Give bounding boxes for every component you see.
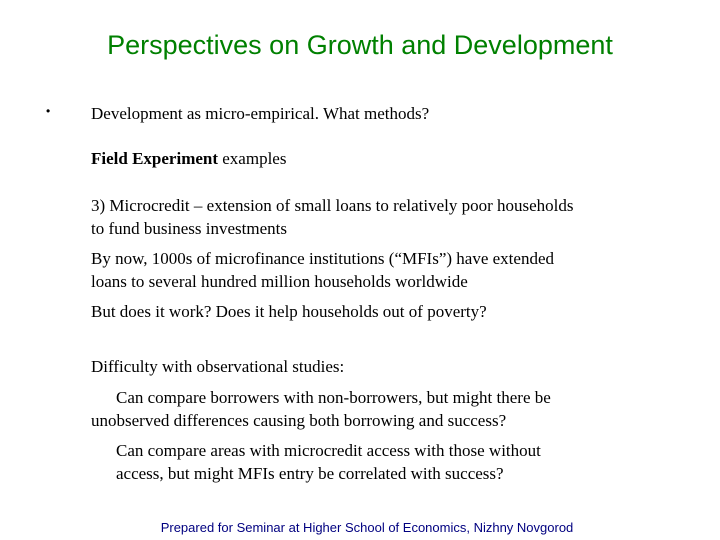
compare-areas-line-2: access, but might MFIs entry be correlated with success? [116, 464, 504, 483]
field-experiment-rest: examples [218, 149, 287, 168]
microcredit-line-2: to fund business investments [91, 219, 287, 238]
compare-borrowers-line-1: Can compare borrowers with non-borrowers, but might there be [116, 388, 551, 407]
slide-title: Perspectives on Growth and Development [107, 30, 613, 60]
compare-borrowers-line-2: unobserved differences causing both borrowing and success? [91, 411, 507, 430]
difficulty-heading: Difficulty with observational studies: [91, 357, 345, 376]
field-experiment-heading [91, 147, 286, 170]
mfi-line-1: By now, 1000s of microfinance institutions (“MFIs”) have extended [91, 249, 554, 268]
footer-credit: Prepared for Seminar at Higher School of Economics, Nizhny Novgorod [160, 520, 574, 535]
mfi-line-2: loans to several hundred million households worldwide [91, 272, 468, 291]
microcredit-line-1: 3) Microcredit – extension of small loans to relatively poor households [91, 196, 574, 215]
bullet-text-methods: Development as micro-empirical. What methods? [91, 104, 430, 123]
does-it-work-question: But does it work? Does it help households out of poverty? [91, 302, 487, 321]
compare-areas-line-1: Can compare areas with microcredit access with those without [116, 441, 541, 460]
field-experiment-bold: Field Experiment [91, 149, 219, 168]
bullet-marker: • [46, 104, 51, 118]
